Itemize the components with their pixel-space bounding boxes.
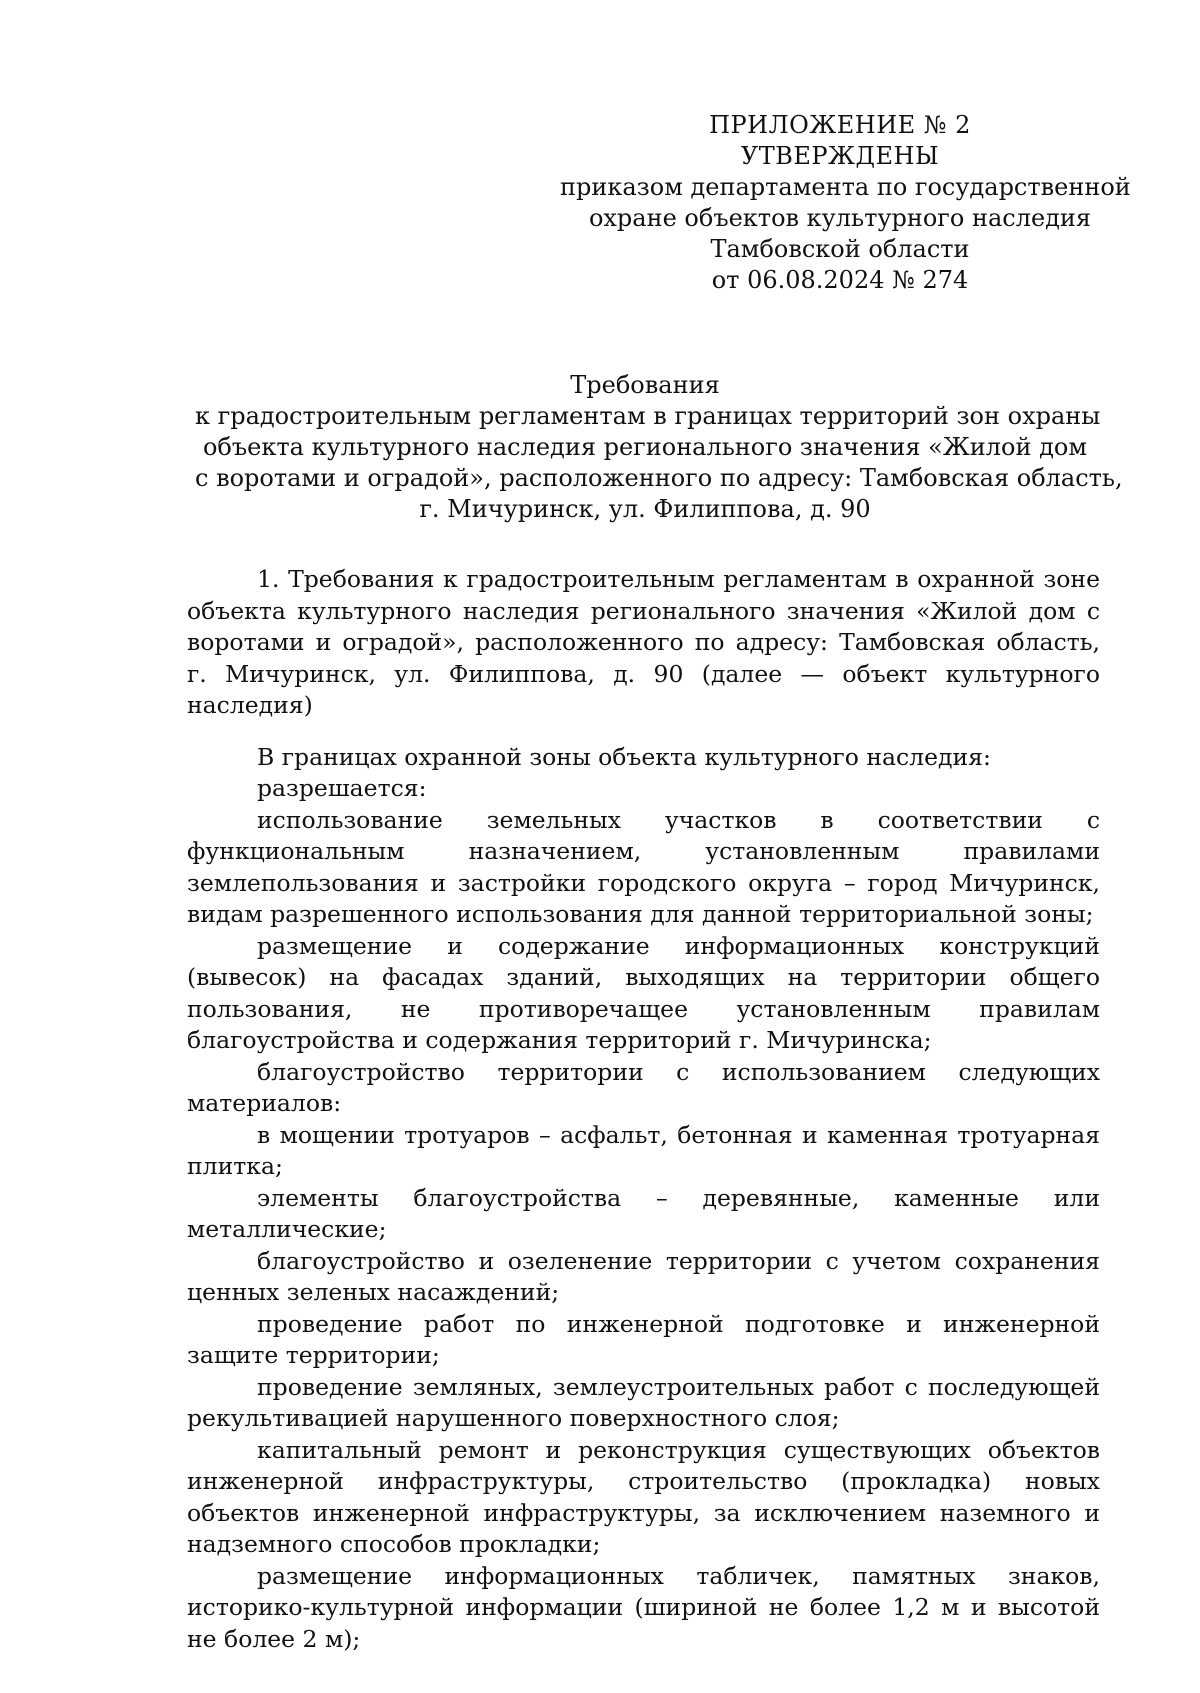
approved-heading: УТВЕРЖДЕНЫ [740, 142, 940, 170]
allowed-item: проведение работ по инженерной подготовке и инженерной защите территории; [187, 1309, 1100, 1369]
allowed-item: капитальный ремонт и реконструкция существующих объектов инженерной инфраструктуры, строительство (прокладка) новых объектов инженерной инфраструктуры, за исключением наземного и надземного способов прокладки; [187, 1435, 1100, 1558]
zone-intro: В границах охранной зоны объекта культурного наследия: [257, 742, 991, 771]
title-line: г. Мичуринск, ул. Филиппова, д. 90 [419, 495, 871, 523]
allowed-item: благоустройство и озеленение территории с учетом сохранения ценных зеленых насаждений; [187, 1246, 1100, 1306]
appendix-number: ПРИЛОЖЕНИЕ № 2 [709, 111, 971, 139]
allowed-item: в мощении тротуаров – асфальт, бетонная и каменная тротуарная плитка; [187, 1120, 1100, 1180]
approval-department-line: охране объектов культурного наследия [588, 204, 1092, 232]
document-title [195, 370, 1123, 525]
paragraph-gap [187, 722, 1100, 742]
allowed-item: благоустройство территории с использованием следующих материалов: [187, 1057, 1100, 1117]
title-line: с воротами и оградой», расположенного по адресу: Тамбовская область, [195, 464, 1123, 492]
allowed-item: размещение и содержание информационных конструкций (вывесок) на фасадах зданий, выходящих на территории общего пользования, не противоречащее установленным правилам благоустройства и содержания территорий г. Мичуринска; [187, 931, 1100, 1054]
allowed-label: разрешается: [257, 774, 427, 802]
approval-order-line: приказом департамента по государственной [560, 173, 1131, 201]
allowed-item: использование земельных участков в соответствии с функциональным назначением, установленным правилами землепользования и застройки городского округа – город Мичуринск, видам разрешенного использования для данной территориальной зоны; [187, 805, 1100, 928]
title-heading: Требования [570, 371, 720, 399]
approval-block [560, 110, 1131, 296]
approval-date-number: от 06.08.2024 № 274 [711, 266, 969, 294]
document-body [187, 564, 1100, 1655]
section-1-paragraph: 1. Требования к градостроительным регламентам в охранной зоне объекта культурного наследия регионального значения «Жилой дом с воротами и оградой», расположенного по адресу: Тамбовская область, г. Мичуринск, ул. Филиппова, д. 90 (далее — объект культурного наследия) [187, 565, 1100, 719]
allowed-item: проведение земляных, землеустроительных работ с последующей рекультивацией нарушенного поверхностного слоя; [187, 1372, 1100, 1432]
title-line: объекта культурного наследия регионального значения «Жилой дом [202, 433, 1087, 461]
allowed-item: элементы благоустройства – деревянные, каменные или металлические; [187, 1183, 1100, 1243]
allowed-item: размещение информационных табличек, памятных знаков, историко-культурной информации (шириной не более 1,2 м и высотой не более 2 м); [187, 1561, 1100, 1653]
title-line: к градостроительным регламентам в границах территорий зон охраны [195, 402, 1101, 430]
approval-region-line: Тамбовской области [710, 235, 970, 263]
